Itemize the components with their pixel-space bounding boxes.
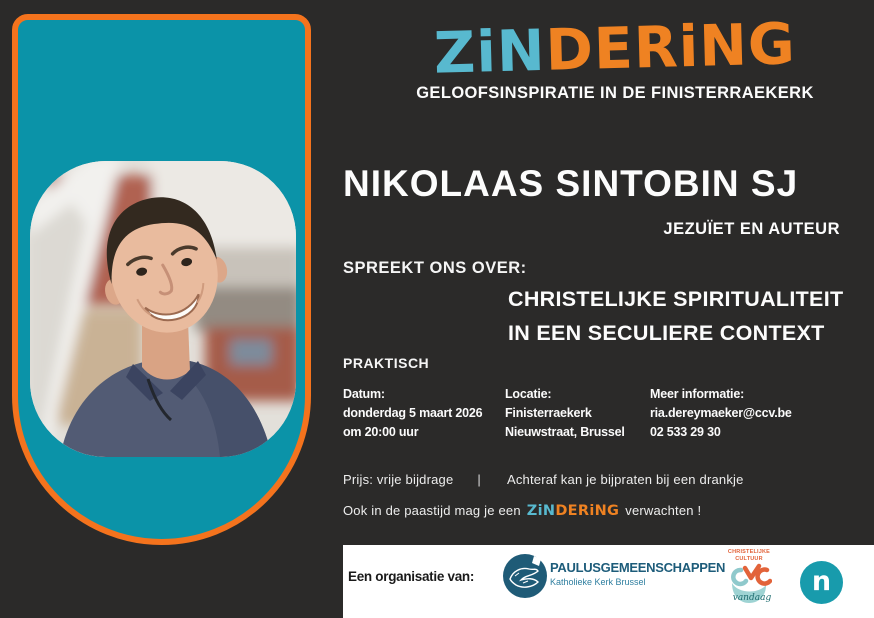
talk-title-line2: IN EEN SECULIERE CONTEXT (508, 320, 825, 345)
info-phone: 02 533 29 30 (650, 425, 721, 439)
paulus-logo-icon (503, 554, 547, 598)
zindering-wordmark (433, 11, 796, 86)
teaser-logo-dering: DERiNG (555, 503, 620, 519)
price-line (343, 472, 744, 487)
zindering-logo (355, 11, 874, 103)
price-separator: | (477, 472, 481, 487)
info-email: ria.dereymaeker@ccv.be (650, 406, 792, 420)
paulus-subtitle: Katholieke Kerk Brussel (550, 577, 646, 587)
datum-line2: om 20:00 uur (343, 425, 419, 439)
price-right: Achteraf kan je bijpraten bij een drankje (506, 472, 744, 487)
info-label: Meer informatie: (650, 387, 745, 401)
ccv-mark-icon (726, 563, 772, 605)
locatie-line2: Nieuwstraat, Brussel (505, 425, 625, 439)
price-left: Prijs: vrije bijdrage (343, 472, 454, 487)
speaker-photo-illustration (30, 161, 296, 457)
footer-label: Een organisatie van: (348, 569, 475, 584)
talk-title-line1: CHRISTELIJKE SPIRITUALITEIT (508, 287, 844, 311)
teaser-line (343, 503, 701, 519)
talk-title (508, 283, 843, 350)
practical-heading: PRAKTISCH (343, 355, 430, 371)
n-logo (800, 561, 843, 604)
locatie-label: Locatie: (505, 387, 552, 401)
ccv-label-line1: CHRISTELIJKE (727, 549, 771, 555)
paulus-name: PAULUSGEMEENSCHAPPEN (550, 560, 726, 575)
ccv-script-text: vandaag (732, 593, 772, 603)
datum-line1: donderdag 5 maart 2026 (343, 406, 483, 420)
teaser-after: verwachten ! (625, 503, 702, 518)
ccv-label-line2: CULTUUR (735, 555, 763, 562)
n-logo-letter: n (811, 566, 832, 597)
speaker-name: NIKOLAAS SINTOBIN SJ (343, 163, 799, 204)
practical-column-info (650, 385, 792, 442)
practical-column-locatie (505, 385, 625, 442)
speaker-role: JEZUÏET EN AUTEUR (663, 220, 840, 238)
talk-intro: SPREEKT ONS OVER: (343, 259, 527, 277)
speaker-photo (30, 161, 296, 457)
teaser-logo-zin: ZiN (526, 503, 556, 519)
logo-part-dering: DERiNG (544, 11, 797, 84)
teaser-zindering-logo (527, 503, 619, 519)
teaser-before: Ook in de paastijd mag je een (343, 503, 521, 518)
footer-bar (343, 545, 874, 618)
ccv-logo (723, 549, 775, 605)
practical-column-datum (343, 385, 482, 442)
logo-part-zin: ZiN (433, 17, 547, 87)
paulus-text (550, 560, 725, 587)
event-subtitle: GELOOFSINSPIRATIE IN DE FINISTERRAEKERK (416, 84, 814, 102)
locatie-line1: Finisterraekerk (505, 406, 592, 420)
datum-label: Datum: (343, 387, 385, 401)
